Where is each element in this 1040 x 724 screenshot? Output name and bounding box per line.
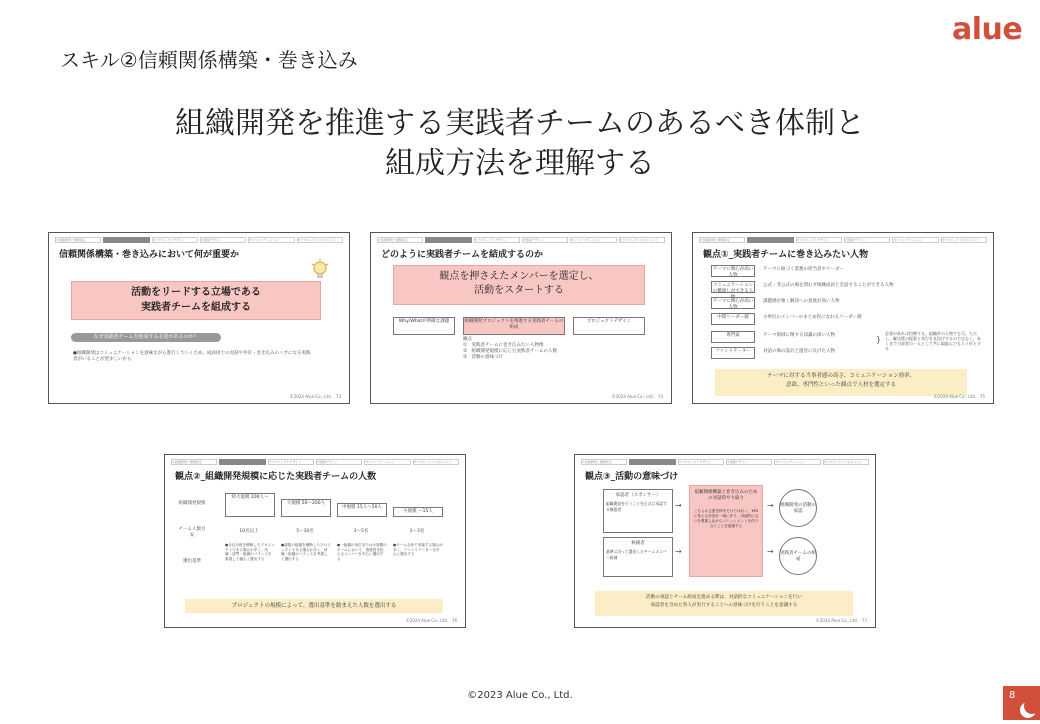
main-title <box>60 104 980 184</box>
nav-tab-active: ②信頼関係構築・巻き込み <box>629 459 675 465</box>
slide-footer <box>934 394 985 400</box>
slide-thumbnail-75[interactable] <box>692 232 994 404</box>
row-label: 選出基準 <box>183 559 201 564</box>
nav-tab: ①組織開発と課題設定 <box>699 237 745 243</box>
nav-tab: ④組織デザイン <box>522 237 568 243</box>
page-number-badge <box>1003 686 1040 720</box>
criteria-text: ●複数の組織を横断したプロジェクトである場合が多く、所属・組織のバランスを考慮して選出する <box>281 543 331 561</box>
slide-number: 77 <box>861 618 867 623</box>
box-text: こちらの主張を押すだけではなく、YES と答える状況を一緒に作り、対話的に互いを尊重しながらコミットメントを作り合うことを意識する <box>693 509 759 528</box>
criteria-text: ●一組織の単位または小規模のチームにおいて、推進役を担えるメンバーを中心に選出する <box>337 543 387 561</box>
nav-tab-active: ②信頼関係構築・巻き込み <box>103 237 149 243</box>
nav-tab-active: ②信頼関係構築・巻き込み <box>219 459 265 465</box>
team-count: 10名以上 <box>239 529 259 534</box>
flow-step-3: プロジェクトデザイン <box>573 317 645 335</box>
slide-nav-tabs <box>55 237 343 243</box>
slide-thumbnail-73[interactable] <box>48 232 350 404</box>
nav-tab: ④組織デザイン <box>726 459 772 465</box>
slide-copyright: ©2024 Alue Co., Ltd. <box>611 394 654 399</box>
summary-bar: プロジェクトの規模によって、選出基準を踏まえた人数を選出する <box>185 599 443 613</box>
flow-step-1: Why/Whatが明確な課題 <box>393 317 455 335</box>
box-title: 承認者（スポンサー） <box>615 493 661 498</box>
nav-tab: ①組織開発と課題設定 <box>581 459 627 465</box>
scale-box: 特大規模 200人〜 <box>225 493 275 517</box>
nav-tab: ④組織デザイン <box>200 237 246 243</box>
nav-tab: ⑥プロジェクトマネジメント <box>941 237 987 243</box>
copyright-footer: ©2023 Alue Co., Ltd. <box>467 690 573 701</box>
persona-label: テーマに関心が高い人物 <box>712 267 754 278</box>
note-line: ③ 活動の意味づけ <box>463 355 504 360</box>
dialogue-box <box>689 485 763 577</box>
flow-step-2: 組織開発プロジェクトを推進する実践者チームの組成 <box>463 317 565 335</box>
slide-number: 73 <box>335 394 341 399</box>
persona-desc: 小単位のメンバーのまとめ役になれるリーダー層 <box>763 315 862 320</box>
persona-desc: テーマに紐づく業務の担当者やリーダー <box>763 267 844 272</box>
slide-number: 75 <box>979 394 985 399</box>
nav-tab: ⑥プロジェクトマネジメント <box>413 459 459 465</box>
nav-tab: ③プロジェクトデザイン <box>474 237 520 243</box>
persona-label: コミュニケーションの橋渡しができる人 <box>712 283 754 294</box>
slide-number: 76 <box>451 618 457 623</box>
scale-box: 小規模 〜15人 <box>393 507 443 517</box>
nav-tab: ③プロジェクトデザイン <box>796 237 842 243</box>
row-label: 組織開発規模 <box>178 501 206 506</box>
team-count: 1〜3名 <box>409 529 425 534</box>
summary-line: 承認者を含めた各人が実行することへの意味づけを行うことを意識する <box>650 603 798 608</box>
slide-nav-tabs <box>377 237 665 243</box>
criteria-text: ●全社分散を横断したプロジェクトである場合が多く、所属・部門・組織のバランスを重視して幅広く選出する <box>225 543 275 561</box>
persona-label: 中間リーダー層 <box>711 313 755 325</box>
main-title-line1: 組織開発を推進する実践者チームのあるべき体制と <box>175 106 865 141</box>
nav-tab: ③プロジェクトデザイン <box>268 459 314 465</box>
slide-footer <box>406 618 457 624</box>
box-text: 基準に沿って選出したチームメンバー候補 <box>606 549 667 560</box>
slide-title: 観点②_組織開発規模に応じた実践者チームの人数 <box>175 472 377 482</box>
persona-label: ファシリテーター <box>711 347 755 359</box>
bullet-text: ●組織開発はコミュニケーションを意味ながら進行していくため、成員同士の対話や共有・巻き込みのハブになる実践者がいることが望ましいから <box>73 351 311 362</box>
note-line: ② 組織開発規模に応じた実践者チームの人数 <box>463 349 558 354</box>
nav-tab: ③プロジェクトデザイン <box>152 237 198 243</box>
question-pill: なぜ実践者チームを組成する必要があるのか？ <box>71 333 221 342</box>
persona-label: テーマに関心が高い人物 <box>712 299 754 310</box>
summary-line: 活動の承認とチーム組成を進める際は、対話的なコミュニケーションを行い <box>646 595 802 600</box>
nav-tab: ①組織開発と課題設定 <box>55 237 101 243</box>
highlight-line: 活動をリードする立場である <box>131 287 261 298</box>
slide-footer <box>290 394 341 400</box>
persona-desc: テーマ領域に関する知識の深い人物 <box>763 333 835 338</box>
highlight-line: 実践者チームを組成する <box>141 302 251 313</box>
criteria-text: ●チーム全体で実施する場合が多く、ファシリテーターを中心に選出する <box>393 543 443 557</box>
nav-tab-active: ②信頼関係構築・巻き込み <box>747 237 793 243</box>
nav-tab: ⑤ファシリテーション <box>248 237 294 243</box>
slide-footer <box>612 394 663 400</box>
nav-tab: ④組織デザイン <box>316 459 362 465</box>
summary-bar <box>595 591 853 616</box>
nav-tab: ④組織デザイン <box>844 237 890 243</box>
nav-tab: ⑤ファシリテーション <box>892 237 938 243</box>
highlight-line: 観点を押さえたメンバーを選定し、 <box>439 271 599 282</box>
slide-nav-tabs <box>581 459 869 465</box>
slide-copyright: ©2024 Alue Co., Ltd. <box>933 394 976 399</box>
main-title-line2: 組成方法を理解する <box>385 146 655 181</box>
brace-icon: } <box>876 335 882 344</box>
nav-tab: ⑤ファシリテーション <box>774 459 820 465</box>
highlight-box <box>71 281 321 320</box>
arrow-right-icon: → <box>767 501 774 510</box>
slide-title: 観点①_実践者チームに巻き込みたい人物 <box>703 250 869 260</box>
slide-copyright: ©2024 Alue Co., Ltd. <box>289 394 332 399</box>
slide-number: 74 <box>657 394 663 399</box>
team-count: 3〜5名 <box>353 529 369 534</box>
arrow-right-icon: → <box>767 547 774 556</box>
box-title: 候補者 <box>631 541 645 546</box>
slide-nav-tabs <box>171 459 459 465</box>
nav-tab: ①組織開発と課題設定 <box>377 237 423 243</box>
note-line: 観点 <box>463 337 472 342</box>
scale-box: 中規模 15人〜50人 <box>337 503 387 517</box>
slide-title: 信頼関係構築・巻き込みにおいて何が重要か <box>59 250 240 260</box>
slide-footer <box>816 618 867 624</box>
slide-copyright: ©2024 Alue Co., Ltd. <box>815 618 858 623</box>
slide-title: 観点③_活動の意味づけ <box>585 472 679 482</box>
nav-tab: ⑤ファシリテーション <box>570 237 616 243</box>
box-title: 依頼関係構築と巻き込みのための対話的やり取り <box>694 490 758 501</box>
approval-circle: 組織開発の活動の承認 <box>779 489 817 527</box>
perspective-notes <box>463 337 613 361</box>
nav-tab: ⑥プロジェクトマネジメント <box>823 459 869 465</box>
highlight-box <box>393 265 645 305</box>
nav-tab: ⑥プロジェクトマネジメント <box>619 237 665 243</box>
scale-box: 大規模 50〜200人 <box>281 499 331 517</box>
persona-desc: 公式・非公式の場を問わず組織成員と会話することができる人物 <box>763 283 894 288</box>
slide-copyright: ©2024 Alue Co., Ltd. <box>405 618 448 623</box>
highlight-line: 活動をスタートする <box>474 285 564 296</box>
team-count: 5〜10名 <box>296 529 314 534</box>
slide-thumbnail-74[interactable] <box>370 232 672 404</box>
nav-tab: ①組織開発と課題設定 <box>171 459 217 465</box>
side-note: 必要があれば招聘する。組織外の人物でも可。ただし、解決策の提案と実行を丸投げするのではなく、あくまで当事者の一人として共に取組んでもらう形とする <box>885 331 981 351</box>
alue-logo: alue <box>952 12 1023 47</box>
persona-desc: 対話の場の設計と運営に長けた人物 <box>763 349 835 354</box>
summary-line: テーマに対する当事者感の高さ、コミュニケーション効率、 <box>767 373 915 379</box>
team-formation-circle: 実践者チームの組成 <box>779 537 817 575</box>
slide-thumbnail-76[interactable] <box>164 454 466 628</box>
approver-box <box>603 489 673 533</box>
section-title: スキル②信頼関係構築・巻き込み <box>60 48 358 72</box>
candidate-box <box>603 537 673 577</box>
summary-line: 意欲、専門性といった観点で人材を選定する <box>785 382 896 388</box>
slide-nav-tabs <box>699 237 987 243</box>
note-line: ① 実践者チームに巻き込みたい人物像 <box>463 343 544 348</box>
nav-tab: ⑥プロジェクトマネジメント <box>297 237 343 243</box>
persona-desc: 課題感が強く解決への意欲が高い人物 <box>763 299 840 304</box>
row-label: チーム人数目安 <box>178 527 206 538</box>
nav-tab: ⑤ファシリテーション <box>364 459 410 465</box>
lightbulb-icon <box>311 259 329 281</box>
arrow-right-icon: → <box>675 501 682 510</box>
slide-thumbnail-77[interactable] <box>574 454 876 628</box>
slide-title: どのように実践者チームを結成するのか <box>381 250 544 260</box>
nav-tab: ③プロジェクトデザイン <box>678 459 724 465</box>
persona-label: 専門家 <box>711 331 755 343</box>
page-number: 8 <box>1009 690 1016 701</box>
box-text: 組織開発を行うことを正式に承認する権限者 <box>606 501 667 512</box>
summary-bar <box>715 369 967 396</box>
nav-tab-active: ②信頼関係構築・巻き込み <box>425 237 471 243</box>
arrow-right-icon: → <box>675 547 682 556</box>
